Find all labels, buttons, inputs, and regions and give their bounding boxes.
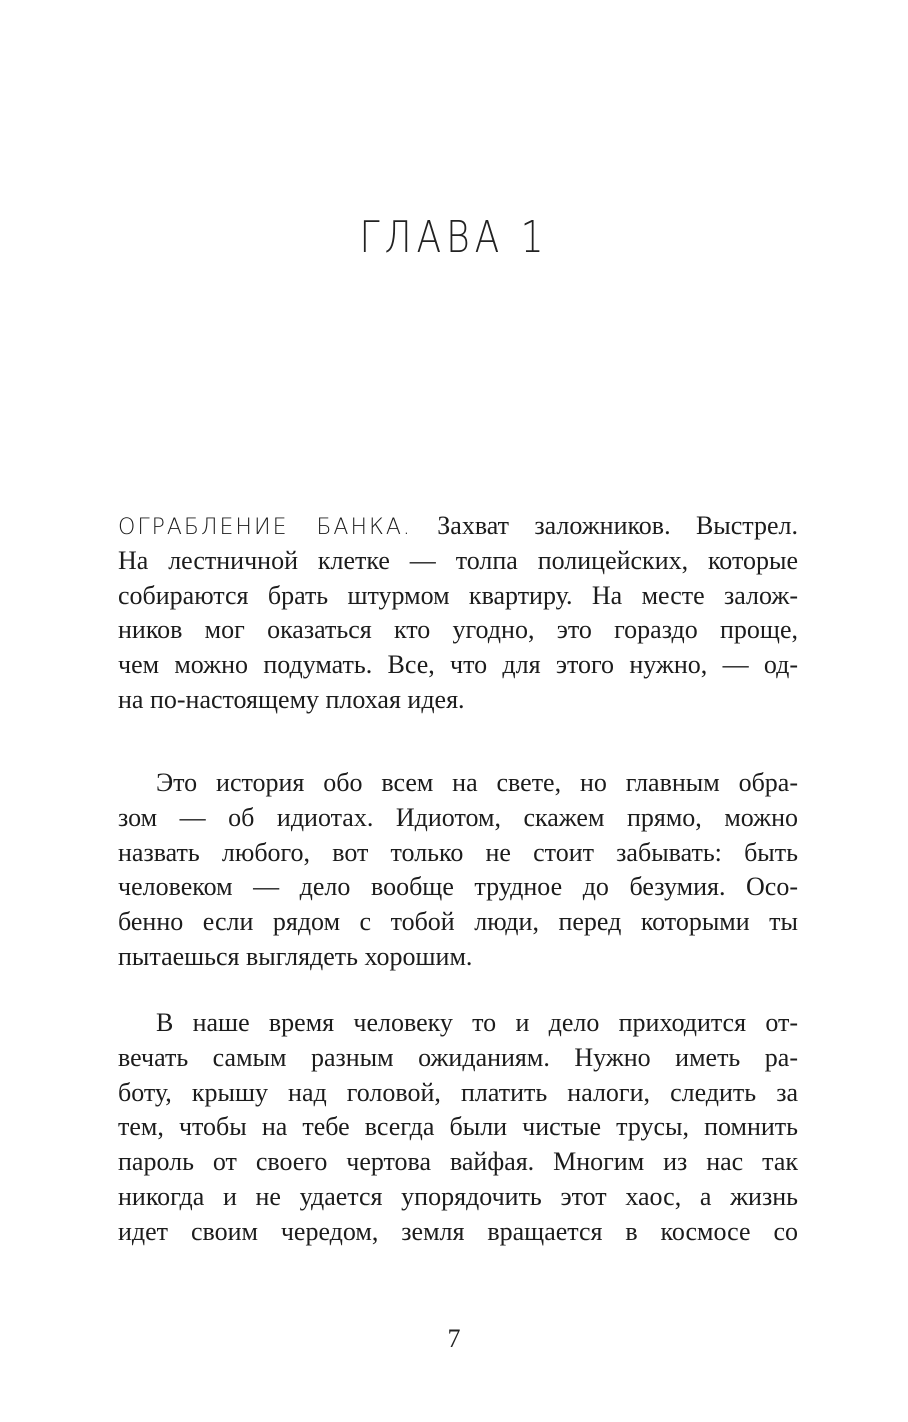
paragraph-line: пароль от своего чертова вайфая. Многим из нас так <box>118 1147 798 1177</box>
chapter-title: ГЛАВА 1 <box>359 212 549 263</box>
line-text: Захват заложников. Выстрел. <box>437 511 798 540</box>
paragraph-line <box>118 509 798 544</box>
paragraph-line: назвать любого, вот только не стоит забывать: быть <box>118 837 798 867</box>
paragraph-line: никогда и не удается упорядочить этот хаос, а жизнь <box>118 1181 798 1211</box>
paragraph-line: бенно если рядом с тобой люди, перед которыми ты <box>118 907 798 937</box>
paragraph-line: идет своим чередом, земля вращается в космосе со <box>118 1216 798 1246</box>
paragraph-1 <box>118 509 798 718</box>
paragraph-line: человеком — дело вообще трудное до безумия. Осо- <box>118 872 798 902</box>
paragraph-line: ников мог оказаться кто угодно, это гораздо проще, <box>118 615 798 645</box>
paragraph-2 <box>118 766 798 975</box>
paragraph-3 <box>118 1006 798 1250</box>
paragraph-line: пытаешься выглядеть хорошим. <box>118 941 473 971</box>
paragraph-line: тем, чтобы на тебе всегда были чистые трусы, помнить <box>118 1112 798 1142</box>
paragraph-line: В наше время человеку то и дело приходится от- <box>156 1008 798 1037</box>
paragraph-line: чем можно подумать. Все, что для этого нужно, — од- <box>118 650 798 680</box>
paragraph-line: боту, крышу над головой, платить налоги, следить за <box>118 1077 798 1107</box>
paragraph-line: На лестничной клетке — толпа полицейских, которые <box>118 545 798 575</box>
paragraph-line: Это история обо всем на свете, но главным обра- <box>156 768 798 797</box>
paragraph-line: на по-настоящему плохая идея. <box>118 684 465 714</box>
paragraph-line: собираются брать штурмом квартиру. На месте залож- <box>118 580 798 610</box>
paragraph-line: зом — об идиотах. Идиотом, скажем прямо, можно <box>118 802 798 832</box>
lead-caps: ОГРАБЛЕНИЕ БАНКА. <box>118 515 412 540</box>
page-number: 7 <box>447 1324 461 1353</box>
paragraph-line: вечать самым разным ожиданиям. Нужно иметь ра- <box>118 1042 798 1072</box>
